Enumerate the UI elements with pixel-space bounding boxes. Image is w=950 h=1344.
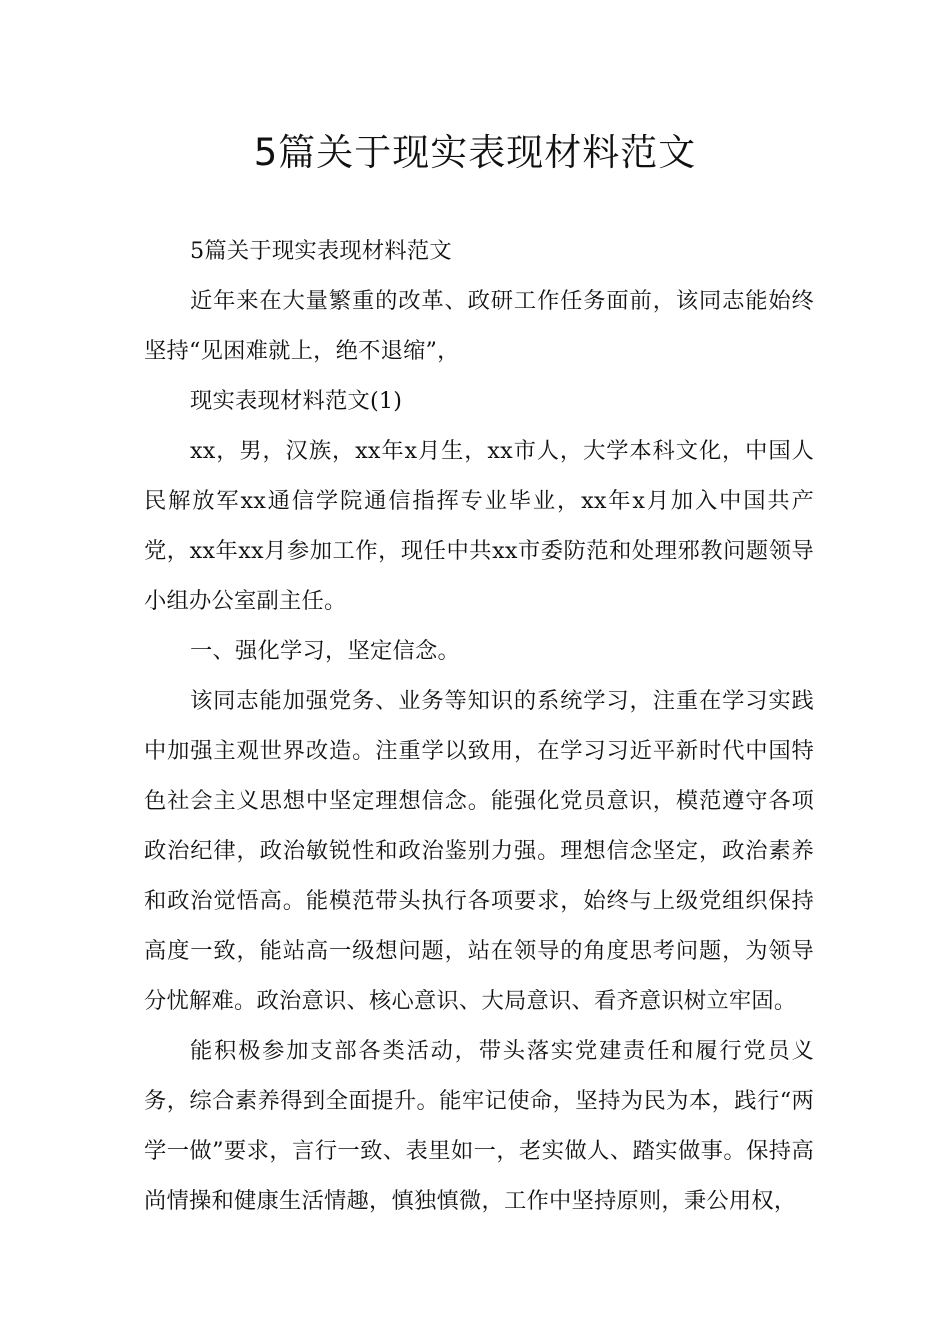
- document-body: [144, 226, 814, 1226]
- paragraph-heading-study: 一、强化学习，坚定信念。: [190, 638, 460, 664]
- paragraph-activities: 能积极参加支部各类活动，带头落实党建责任和履行党员义务，综合素养得到全面提升。能牢记使命，坚持为民为本，践行“两学一做”要求，言行一致、表里如一，老实做人、踏实做事。保持高尚情操和健康生活情趣，慎独慎微，工作中坚持原则，秉公用权，: [144, 1038, 814, 1214]
- paragraph-study: 该同志能加强党务、业务等知识的系统学习，注重在学习实践中加强主观世界改造。注重学以致用，在学习习近平新时代中国特色社会主义思想中坚定理想信念。能强化党员意识，模范遵守各项政治纪律，政治敏锐性和政治鉴别力强。理想信念坚定，政治素养和政治觉悟高。能模范带头执行各项要求，始终与上级党组织保持高度一致，能站高一级想问题，站在领导的角度思考问题，为领导分忧解难。政治意识、核心意识、大局意识、看齐意识树立牢固。: [144, 688, 814, 1014]
- paragraph-subtitle: 5篇关于现实表现材料范文: [190, 238, 452, 264]
- paragraph-section-heading: 现实表现材料范文(1): [190, 388, 403, 414]
- paragraph-intro: 近年来在大量繁重的改革、政研工作任务面前，该同志能始终坚持“见困难就上，绝不退缩”，: [144, 288, 814, 364]
- document-title: 5篇关于现实表现材料范文: [253, 131, 697, 174]
- paragraph-profile: xx，男，汉族，xx年x月生，xx市人，大学本科文化，中国人民解放军xx通信学院通信指挥专业毕业，xx年x月加入中国共产党，xx年xx月参加工作，现任中共xx市委防范和处理邪教问题领导小组办公室副主任。: [144, 438, 814, 614]
